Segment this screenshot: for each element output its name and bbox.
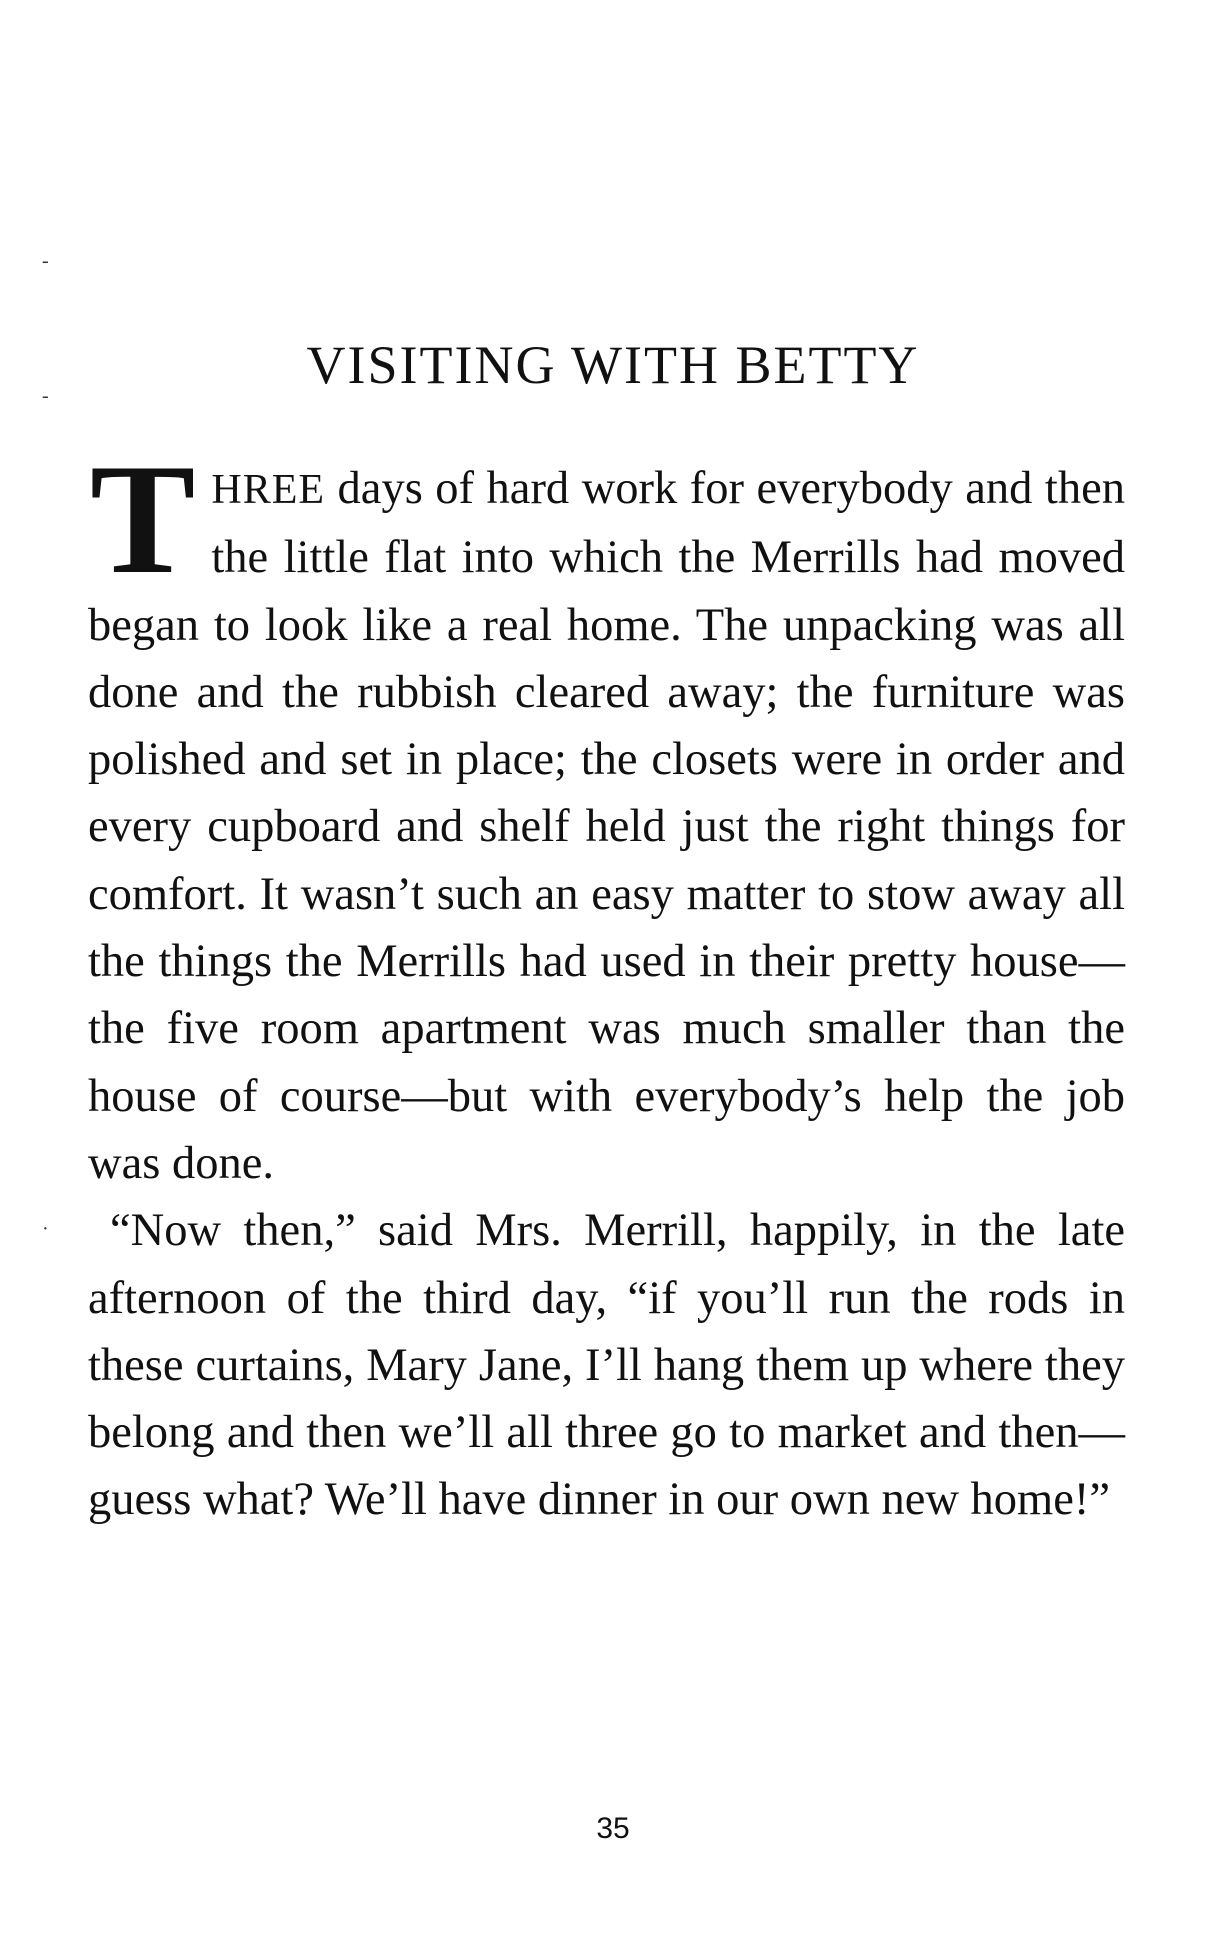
page-number: 35 [596,1812,630,1845]
paragraph-1-text: days of hard work for everybody and then the little flat into which the Merrills had moved began to look like a real home. The unpacking was all done and the rubbish cleared away; the furniture was polished and set in place; the closets were in order and every cupboard and shelf held just the right things for comfort. It wasn’t such an easy matter to stow away all the things the Merrills had used in their pretty house—the five room apartment was much smaller than the house of course—but with everybody’s help the job was done. [88,463,1125,1189]
lead-smallcaps: HREE [211,467,326,513]
scan-speck: · [42,1218,49,1240]
drop-cap: T [90,432,196,607]
paragraph-2-text: “Now then,” said Mrs. Merrill, happily, in the late afternoon of the third day, “if you’ll run the rods in these curtains, Mary Jane, I’ll hang them up where they belong and then we’ll all three go to market and then—guess what? We’ll have dinner in our own new home!” [88,1205,1125,1526]
chapter-title: VISITING WITH BETTY [306,335,920,395]
scan-speck: - [42,385,49,407]
scan-speck: - [42,250,49,272]
paragraph-2 [88,1197,1125,1533]
body-text [88,432,1125,1534]
paragraph-1 [88,432,1125,1197]
